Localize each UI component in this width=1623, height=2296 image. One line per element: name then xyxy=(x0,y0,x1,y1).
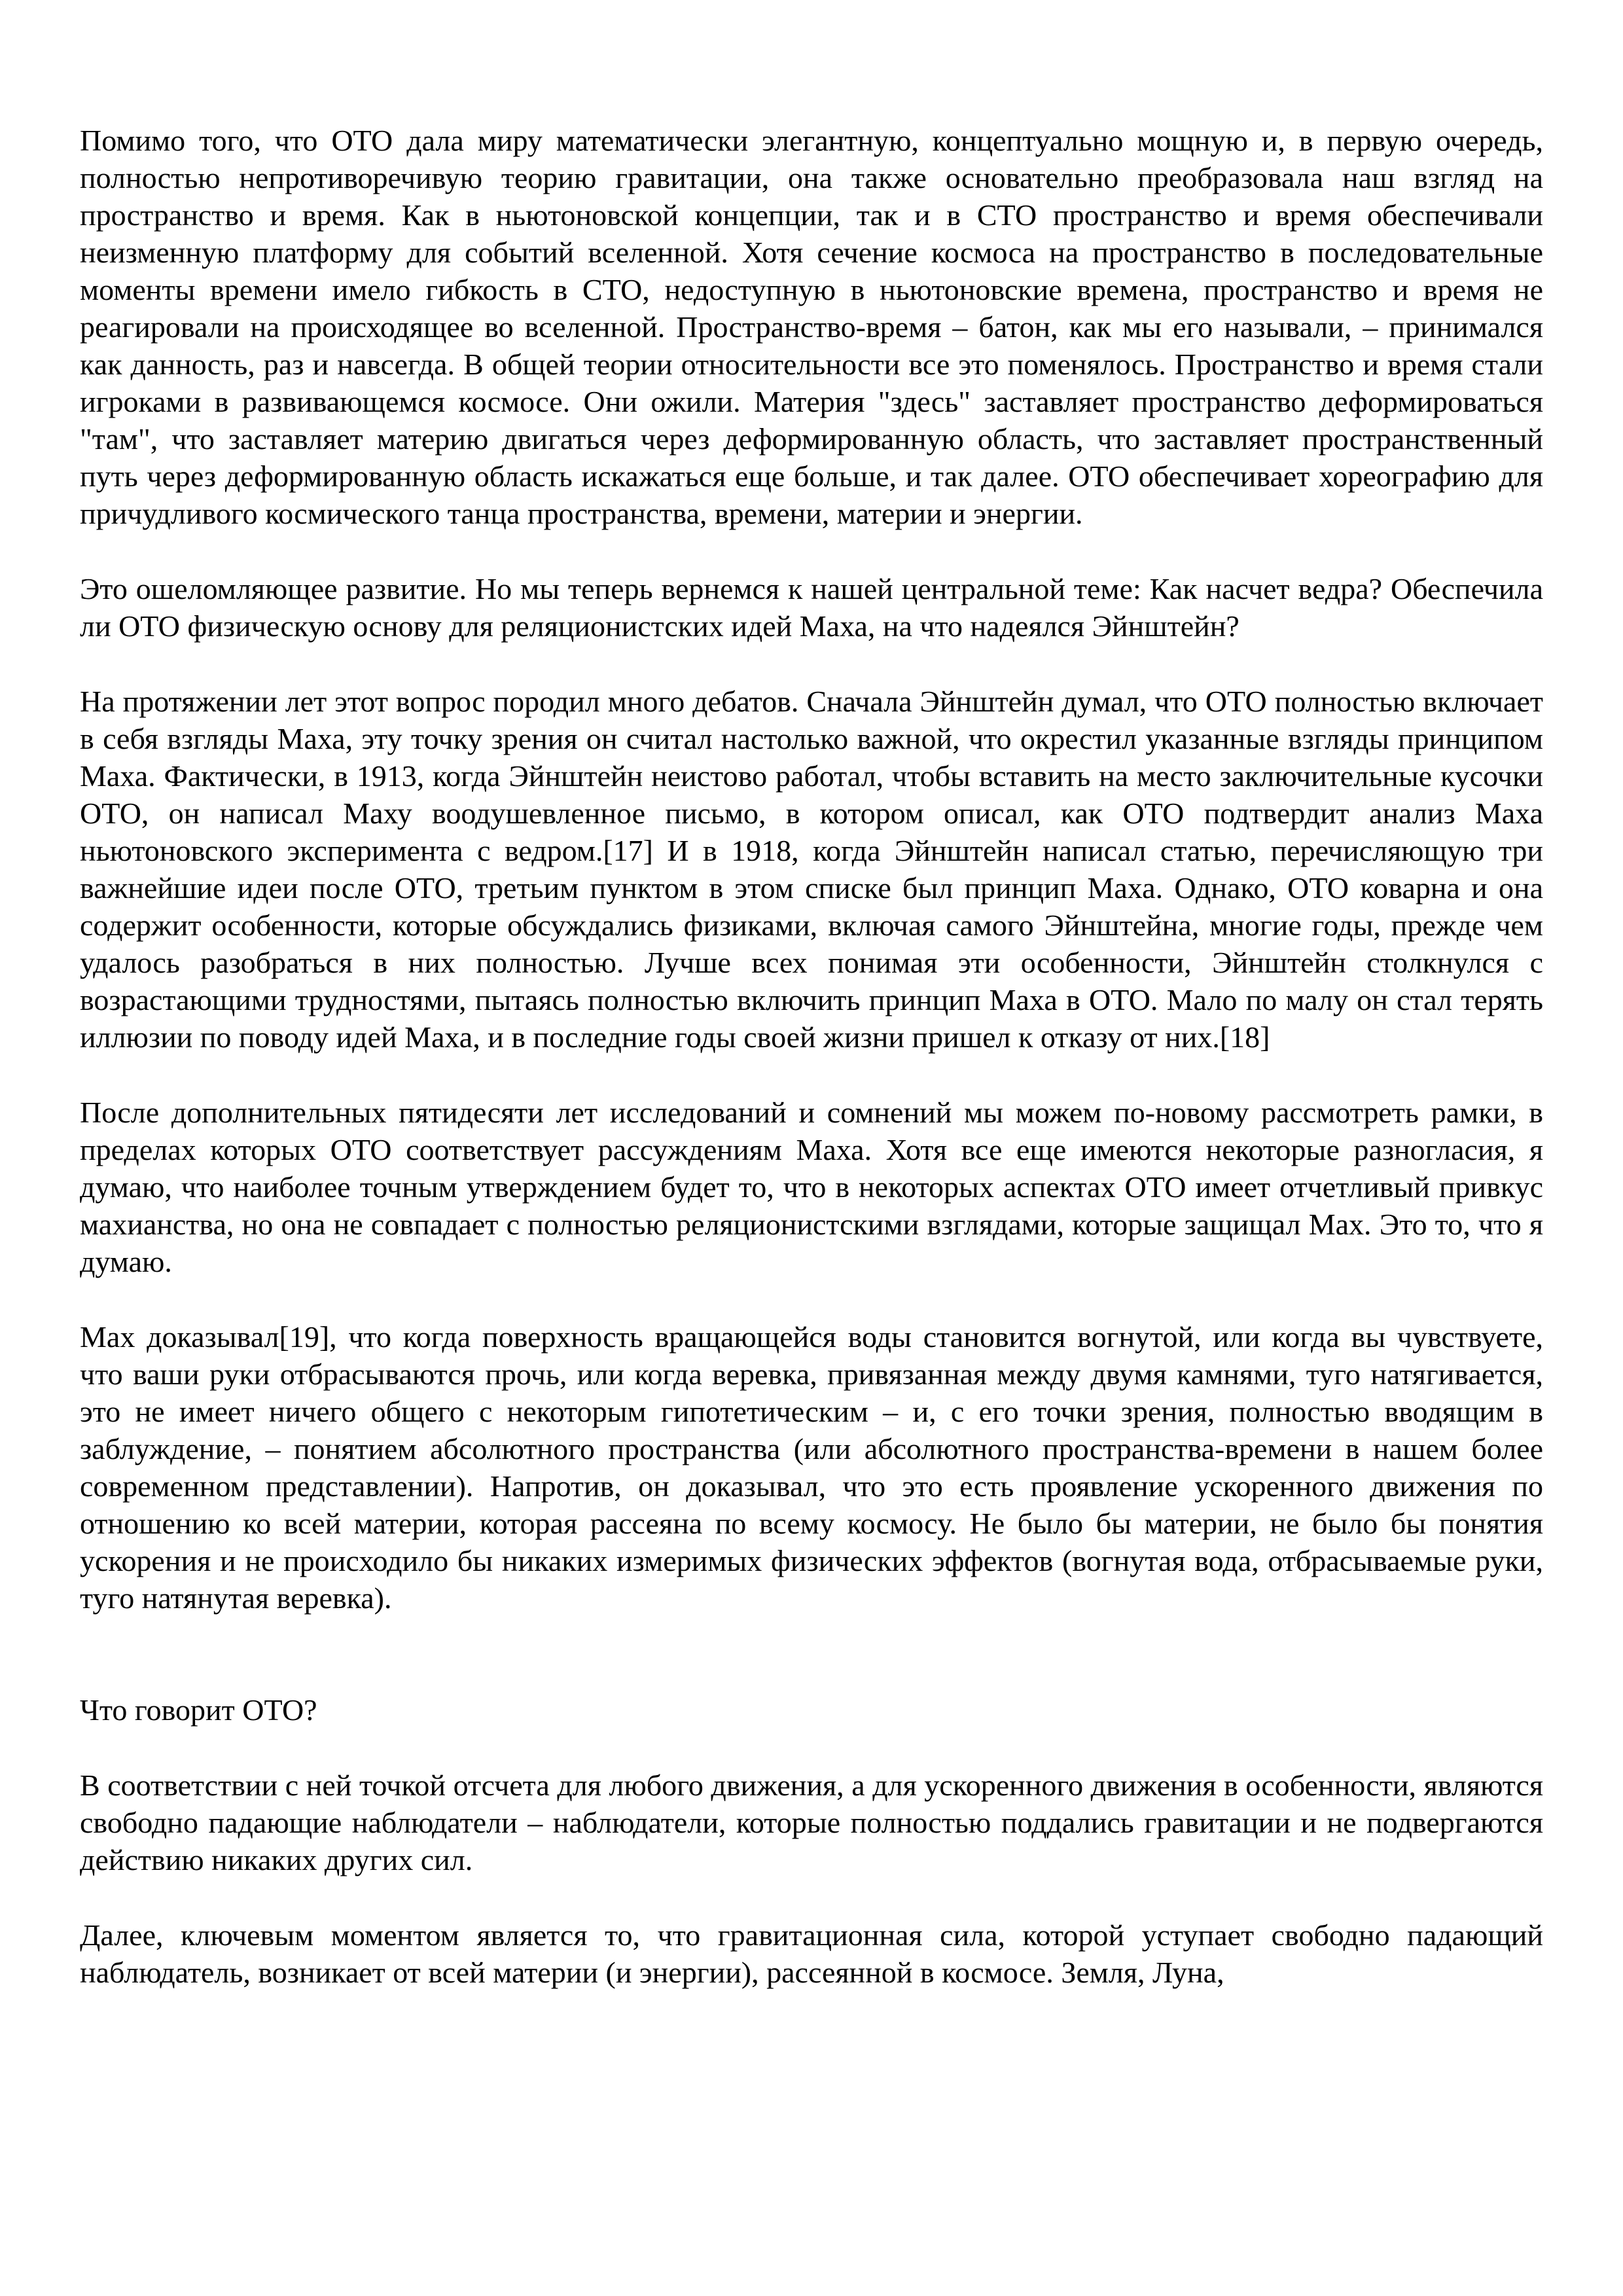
paragraph-3: На протяжении лет этот вопрос породил много дебатов. Сначала Эйнштейн думал, что ОТО полностью включает в себя взгляды Маха, эту точку зрения он считал настолько важной, что окрестил указанные взгляды принципом Маха. Фактически, в 1913, когда Эйнштейн неистово работал, чтобы вставить на место заключительные кусочки ОТО, он написал Маху воодушевленное письмо, в котором описал, как ОТО подтвердит анализ Маха ньютоновского эксперимента с ведром.[17] И в 1918, когда Эйнштейн написал статью, перечисляющую три важнейшие идеи после ОТО, третьим пунктом в этом списке был принцип Маха. Однако, ОТО коварна и она содержит особенности, которые обсуждались физиками, включая самого Эйнштейна, многие годы, прежде чем удалось разобраться в них полностью. Лучше всех понимая эти особенности, Эйнштейн столкнулся с возрастающими трудностями, пытаясь полностью включить принцип Маха в ОТО. Мало по малу он стал терять иллюзии по поводу идей Маха, и в последние годы своей жизни пришел к отказу от них.[18] xyxy=(80,685,1543,1054)
paragraph-1: Помимо того, что ОТО дала миру математически элегантную, концептуально мощную и, в первую очередь, полностью непротиворечивую теорию гравитации, она также основательно преобразовала наш взгляд на пространство и время. Как в ньютоновской концепции, так и в СТО пространство и время обеспечивали неизменную платформу для событий вселенной. Хотя сечение космоса на пространство в последовательные моменты времени имело гибкость в СТО, недоступную в ньютоновские времена, пространство и время не реагировали на происходящее во вселенной. Пространство-время – батон, как мы его называли, – принимался как данность, раз и навсегда. В общей теории относительности все это поменялось. Пространство и время стали игроками в развивающемся космосе. Они ожили. Материя "здесь" заставляет пространство деформироваться "там", что заставляет материю двигаться через деформированную область, что заставляет пространственный путь через деформированную область искажаться еще больше, и так далее. ОТО обеспечивает хореографию для причудливого космического танца пространства, времени, материи и энергии. xyxy=(80,124,1543,530)
paragraph-4: После дополнительных пятидесяти лет исследований и сомнений мы можем по-новому рассмотреть рамки, в пределах которых ОТО соответствует рассуждениям Маха. Хотя все еще имеются некоторые разногласия, я думаю, что наиболее точным утверждением будет то, что в некоторых аспектах ОТО имеет отчетливый привкус махианства, но она не совпадает с полностью реляционистскими взглядами, которые защищал Мах. Это то, что я думаю. xyxy=(80,1096,1543,1278)
paragraph-2: Это ошеломляющее развитие. Но мы теперь вернемся к нашей центральной теме: Как насчет ведра? Обеспечила ли ОТО физическую основу для реляционистских идей Маха, на что надеялся Эйнштейн? xyxy=(80,572,1543,643)
document-page xyxy=(80,122,1543,2029)
paragraph-7: Далее, ключевым моментом является то, что гравитационная сила, которой уступает свободно падающий наблюдатель, возникает от всей материи (и энергии), рассеянной в космосе. Земля, Луна, xyxy=(80,1918,1543,1989)
paragraph-5: Мах доказывал[19], что когда поверхность вращающейся воды становится вогнутой, или когда вы чувствуете, что ваши руки отбрасываются прочь, или когда веревка, привязанная между двумя камнями, туго натягивается, это не имеет ничего общего с некоторым гипотетическим – и, с его точки зрения, полностью вводящим в заблуждение, – понятием абсолютного пространства (или абсолютного пространства-времени в нашем более современном представлении). Напротив, он доказывал, что это есть проявление ускоренного движения по отношению ко всей материи, которая рассеяна по всему космосу. Не было бы материи, не было бы понятия ускорения и не происходило бы никаких измеримых физических эффектов (вогнутая вода, отбрасываемые руки, туго натянутая веревка). xyxy=(80,1320,1543,1615)
paragraph-6: В соответствии с ней точкой отсчета для любого движения, а для ускоренного движения в особенности, являются свободно падающие наблюдатели – наблюдатели, которые полностью поддались гравитации и не подвергаются действию никаких других сил. xyxy=(80,1768,1543,1876)
section-question: Что говорит ОТО? xyxy=(80,1693,317,1727)
